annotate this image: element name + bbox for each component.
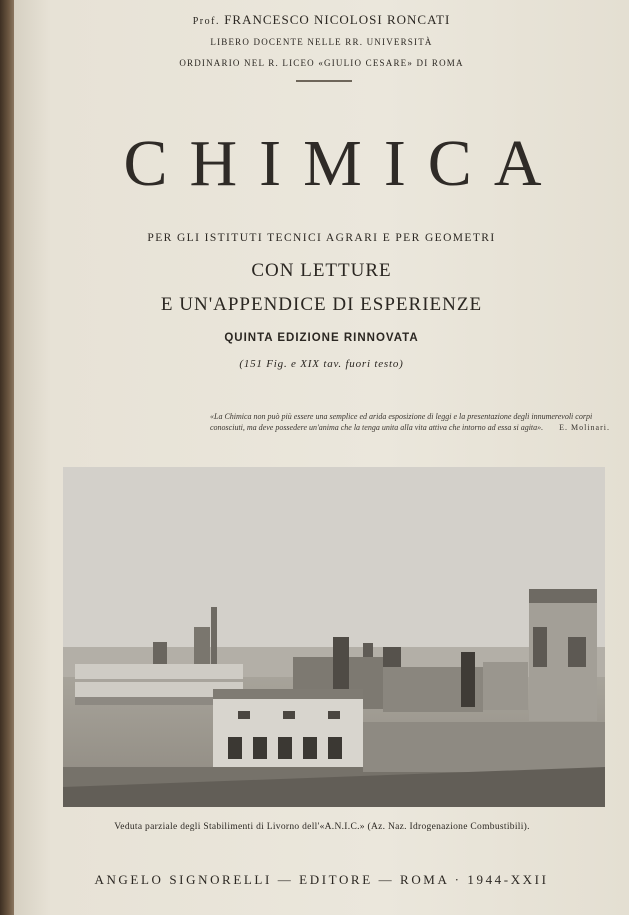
epigraph [210, 412, 610, 433]
publisher-line: ANGELO SIGNORELLI — EDITORE — ROMA · 1944-XXII [94, 872, 549, 887]
author-degree-1: LIBERO DOCENTE NELLE RR. UNIVERSITÀ [210, 37, 433, 47]
factory-photo [63, 467, 605, 807]
ornament-rule [296, 80, 352, 82]
book-title: CHIMICA [123, 127, 564, 200]
book-spine [0, 0, 14, 915]
author-degree-2: ORDINARIO NEL R. LICEO «GIULIO CESARE» DI ROMA [179, 58, 464, 68]
figures-note: (151 Fig. e XIX tav. fuori testo) [239, 358, 404, 370]
subtitle-line-1: PER GLI ISTITUTI TECNICI AGRARI E PER GEOMETRI [147, 232, 496, 244]
title-page [14, 0, 629, 915]
factory-photo-illustration [63, 467, 605, 807]
epigraph-attribution: E. Molinari. [559, 422, 610, 432]
author-name: FRANCESCO NICOLOSI RONCATI [224, 12, 451, 27]
photo-caption: Veduta parziale degli Stabilimenti di Livorno dell'«A.N.I.C.» (Az. Naz. Idrogenazione Combustibili). [114, 822, 530, 832]
subtitle-line-2: CON LETTURE [251, 260, 392, 281]
edition-note: QUINTA EDIZIONE RINNOVATA [224, 332, 419, 344]
epigraph-text: «La Chimica non può più essere una semplice ed arida esposizione di leggi e la presentazione degli innumerevoli corpi conosciuti, ma deve possedere un'anima che la tenga unita alla vita attiva che intorno ad essa si agita». [210, 412, 593, 432]
author-line [14, 12, 629, 28]
author-prefix: Prof. [192, 16, 220, 27]
subtitle-line-3: E UN'APPENDICE DI ESPERIENZE [160, 294, 483, 315]
